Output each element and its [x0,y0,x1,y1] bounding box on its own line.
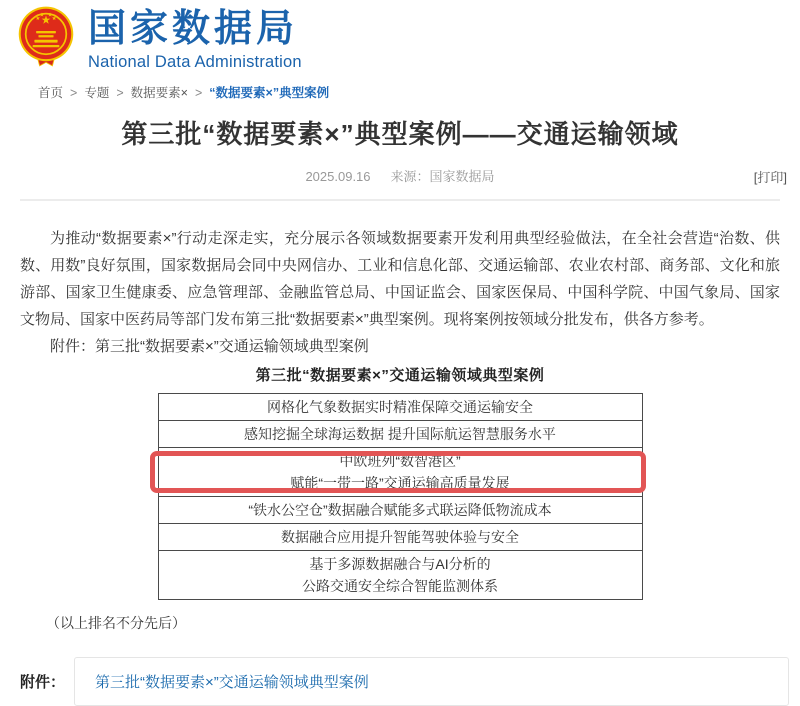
breadcrumb [0,72,800,101]
site-name-en: National Data Administration [88,52,302,71]
cases-table-title: 第三批“数据要素×”交通运输领域典型案例 [255,366,545,384]
divider [20,199,780,201]
attachments-label: 附件： [20,673,66,691]
case-row [158,496,642,523]
print-button[interactable]: [打印] [753,169,787,185]
breadcrumb-separator: > [116,85,124,100]
case-cell [158,496,642,523]
publish-date: 2025.09.16 [305,168,371,184]
page-title: 第三批“数据要素×”典型案例——交通运输领域 [121,118,679,149]
breadcrumb-item[interactable]: 数据要素× [130,85,188,100]
case-cell [158,393,642,420]
breadcrumb-item[interactable]: 首页 [38,85,64,100]
attachment-box [74,657,789,706]
case-row [158,393,642,420]
case-row [158,447,642,496]
breadcrumb-separator: > [194,85,203,100]
case-title-line: 网格化气象数据实时精准保障交通运输安全 [267,398,533,415]
breadcrumb-item[interactable]: 专题 [84,85,110,100]
case-title-line: 感知挖掘全球海运数据 提升国际航运智慧服务水平 [244,425,556,442]
national-emblem-icon[interactable] [17,6,75,70]
case-title-line: 基于多源数据融合与AI分析的 [309,555,491,572]
cases-table [158,393,643,600]
case-title-line: 赋能“一带一路”交通运输高质量发展 [290,474,510,491]
breadcrumb-item-current[interactable]: “数据要素×”典型案例 [209,85,330,100]
article-meta [0,166,800,184]
attachment-mention-line: 附件：第三批“数据要素×”交通运输领域典型案例 [50,337,369,355]
article-paragraph: 为推动“数据要素×”行动走深走实，充分展示各领域数据要素开发利用典型经验做法，在全社会营造“治数、供数、用数”良好氛围，国家数据局会同中央网信办、工业和信息化部、交通运输部、农业农村部、商务部、文化和旅游部、国家卫生健康委、应急管理部、金融监管总局、中国证监会、国家医保局、中国科学院、中国气象局、国家文物局、国家中医药局等部门发布第三批“数据要素×”典型案例。现将案例按领域分批发布，供各方参考。 [20,229,780,328]
case-cell [158,420,642,447]
article-body [0,225,800,633]
case-cell [158,523,642,550]
source-label: 来源：国家数据局 [390,168,495,184]
ranking-note: （以上排名不分先后） [46,614,186,631]
site-header [0,0,800,72]
site-brand [88,6,302,72]
case-title-line: 公路交通安全综合智能监测体系 [302,577,498,594]
case-title-line: “铁水公空仓”数据融合赋能多式联运降低物流成本 [248,501,552,518]
case-title-line: 中欧班列“数智港区” [339,452,461,469]
case-cell [158,447,642,496]
attachments-section [20,657,789,706]
case-title-line: 数据融合应用提升智能驾驶体验与安全 [281,528,519,545]
case-cell [158,550,642,599]
breadcrumb-separator: > [70,85,78,100]
site-name[interactable]: 国家数据局 [88,8,299,50]
cases-table-body [158,393,642,599]
attachment-link[interactable]: 第三批“数据要素×”交通运输领域典型案例 [95,673,369,691]
case-row [158,523,642,550]
case-row [158,550,642,599]
case-row [158,420,642,447]
